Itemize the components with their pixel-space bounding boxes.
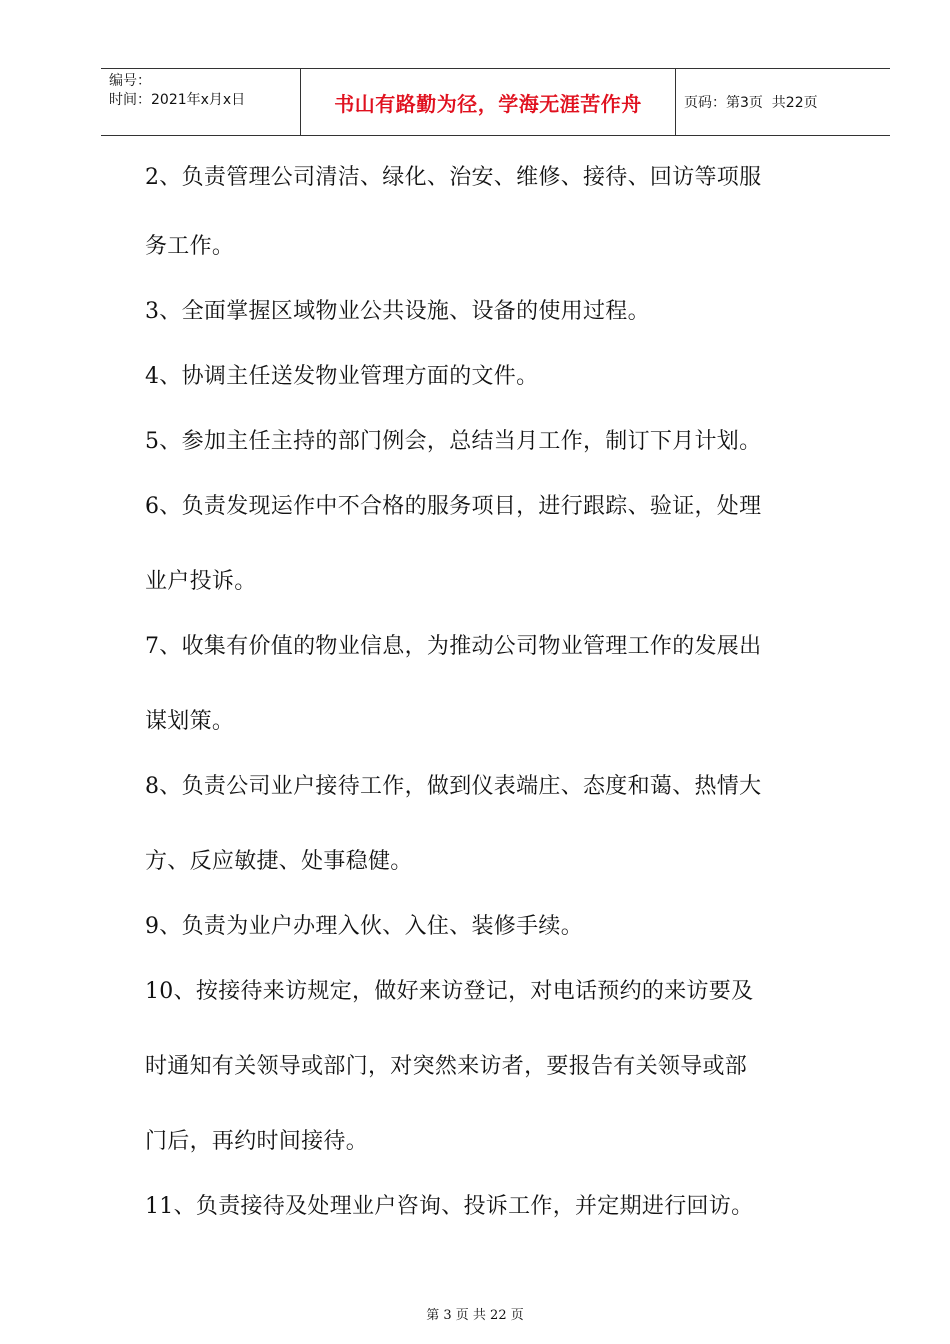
page-header [101,68,890,136]
document-body [145,160,850,1225]
body-line: 8、负责公司业户接待工作，做到仪表端庄、态度和蔼、热情大 [145,774,762,799]
header-page-info-text: 页码：第3页 共22页 [684,95,818,111]
body-line: 方、反应敏捷、处事稳健。 [145,849,413,874]
header-code-label: 编号： [109,73,151,89]
body-line: 11、负责接待及处理业户咨询、投诉工作，并定期进行回访。 [145,1194,754,1219]
page-footer: 第 3 页 共 22 页 [426,1308,524,1323]
body-line: 6、负责发现运作中不合格的服务项目，进行跟踪、验证，处理 [145,494,762,519]
header-meta [101,69,301,135]
body-line: 门后，再约时间接待。 [145,1129,369,1154]
body-line: 4、协调主任送发物业管理方面的文件。 [145,364,539,389]
header-motto [301,69,676,135]
body-line: 10、按接待来访规定，做好来访登记，对电话预约的来访要及 [145,979,754,1004]
body-line: 9、负责为业户办理入伙、入住、装修手续。 [145,914,583,939]
body-line: 7、收集有价值的物业信息，为推动公司物业管理工作的发展出 [145,634,762,659]
body-line: 5、参加主任主持的部门例会，总结当月工作，制订下月计划。 [145,429,762,454]
body-line: 务工作。 [145,234,235,259]
header-time-label: 时间：2021年x月x日 [109,92,246,108]
body-line: 3、全面掌握区域物业公共设施、设备的使用过程。 [145,299,650,324]
body-line: 谋划策。 [145,709,235,734]
header-motto-text: 书山有路勤为径，学海无涯苦作舟 [334,91,642,116]
body-line: 2、负责管理公司清洁、绿化、治安、维修、接待、回访等项服 [145,165,762,190]
body-line: 时通知有关领导或部门，对突然来访者，要报告有关领导或部 [145,1054,748,1079]
body-line: 业户投诉。 [145,569,257,594]
header-page-info [676,69,890,135]
